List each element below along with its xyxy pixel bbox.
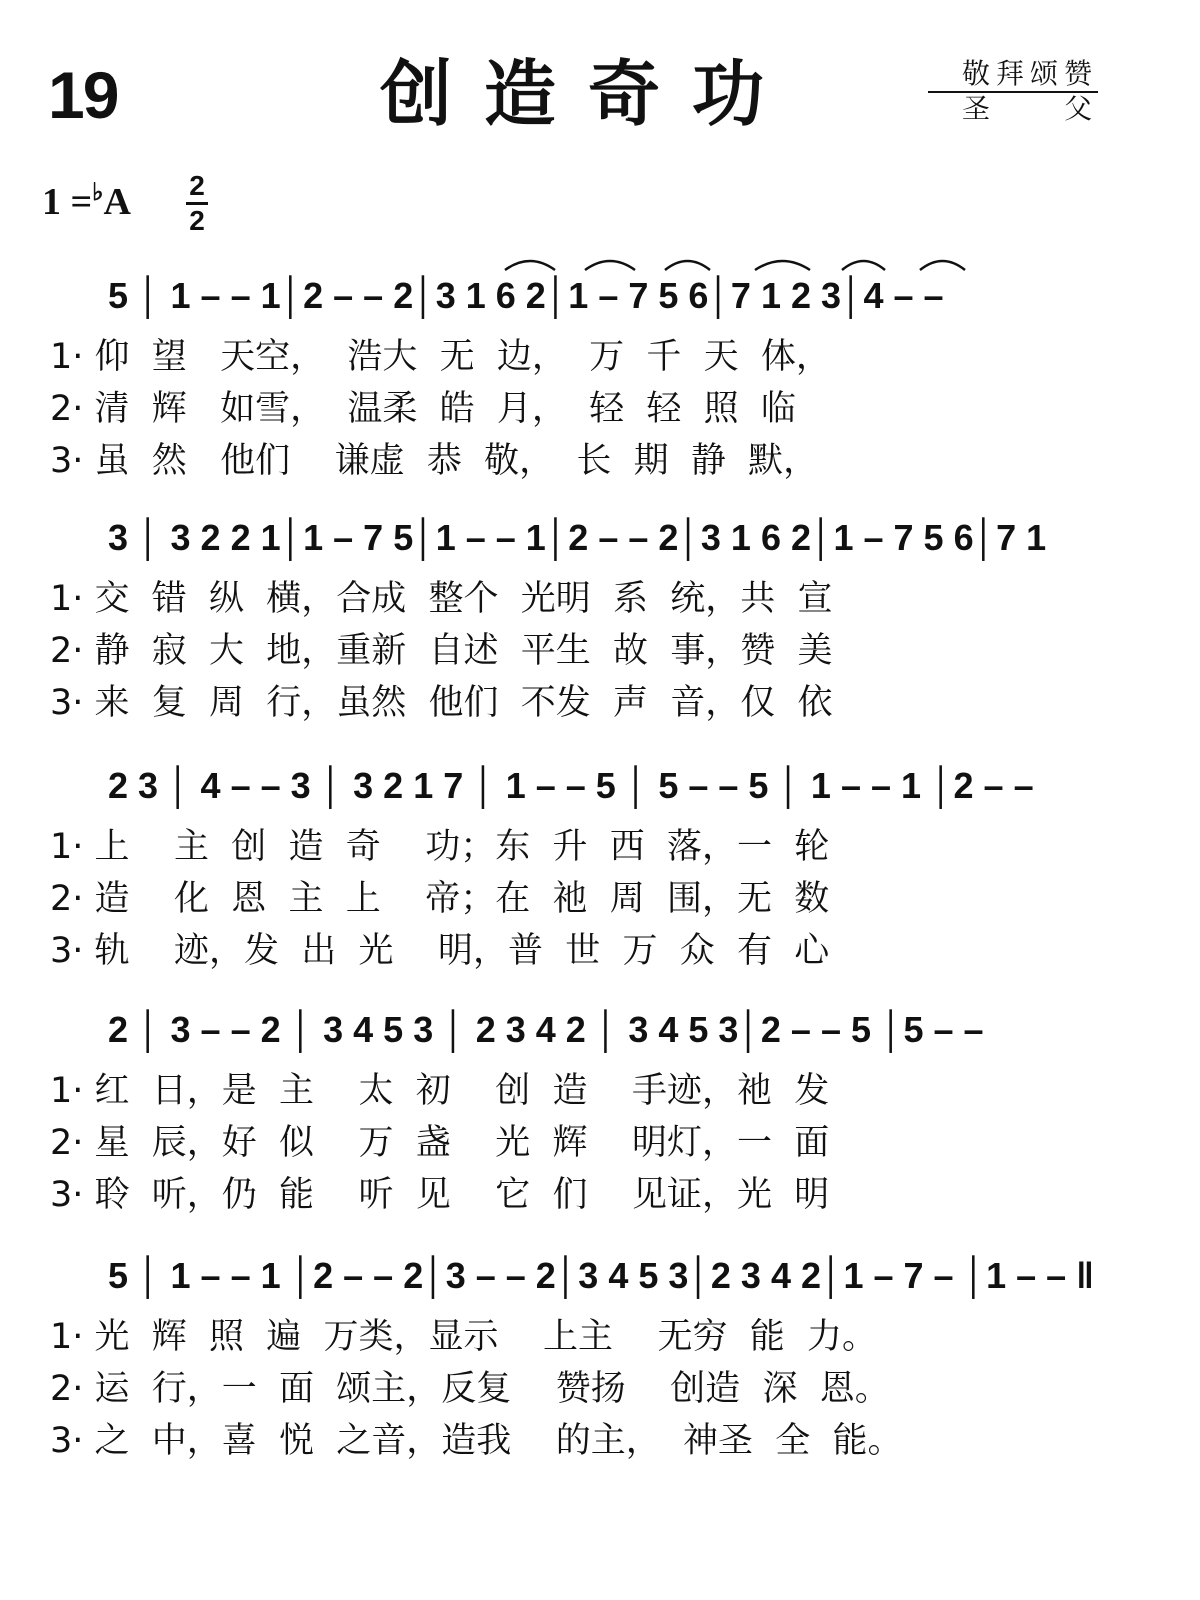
lyric-row-verse-1: 1· 仰 望 天空， 浩大 无 边， 万 千 天 体， <box>50 337 831 377</box>
notation-row: 5 │ 1 – – 1│2 – – 2│3 1 6 2│1 – 7 5 6│7 1 2 3│4 – – <box>108 275 944 316</box>
lyric-row-verse-2: 2· 清 辉 如雪， 温柔 皓 月， 轻 轻 照 临 <box>50 389 796 429</box>
slur-arc <box>920 261 965 270</box>
lyric-row-verse-1: 1· 上 主 创 造 奇 功；东 升 西 落，一 轮 <box>50 827 830 867</box>
lyric-row-verse-1: 1· 光 辉 照 遍 万类，显示 上主 无穷 能 力。 <box>50 1317 878 1357</box>
lyric-row-verse-3: 3· 来 复 周 行，虽然 他们 不发 声 音，仅 依 <box>50 683 833 723</box>
lyric-row-verse-1: 1· 交 错 纵 横，合成 整个 光明 系 统，共 宣 <box>50 579 833 619</box>
category-label: 敬拜颂赞 <box>928 58 1098 93</box>
lyric-row-verse-3: 3· 之 中，喜 悦 之音，造我 的主， 神圣 全 能。 <box>50 1421 903 1461</box>
notation-row: 5 │ 1 – – 1 │2 – – 2│3 – – 2│3 4 5 3│2 3 4 2│1 – 7 – │1 – – ‖ <box>108 1255 1095 1296</box>
notation-row: 2 3 │ 4 – – 3 │ 3 2 1 7 │ 1 – – 5 │ 5 – – 5 │ 1 – – 1 │2 – – <box>108 765 1034 806</box>
lyric-row-verse-2: 2· 静 寂 大 地，重新 自述 平生 故 事，赞 美 <box>50 631 833 671</box>
lyric-row-verse-3: 3· 聆 听，仍 能 听 见 它 们 见证，光 明 <box>50 1175 830 1215</box>
lyric-row-verse-2: 2· 造 化 恩 主 上 帝；在 祂 周 围，无 数 <box>50 879 830 919</box>
subcategory-label: 圣 父 <box>961 92 1098 126</box>
time-top: 2 <box>189 170 205 201</box>
lyric-row-verse-2: 2· 运 行，一 面 颂主，反复 赞扬 创造 深 恩。 <box>50 1369 890 1409</box>
time-bottom: 2 <box>189 205 205 236</box>
flat-sign: ♭ <box>92 180 104 206</box>
lyric-row-verse-1: 1· 红 日，是 主 太 初 创 造 手迹，祂 发 <box>50 1071 830 1111</box>
slur-arc <box>585 261 635 270</box>
slur-arc <box>505 261 555 270</box>
notation-row: 2 │ 3 – – 2 │ 3 4 5 3 │ 2 3 4 2 │ 3 4 5 3│2 – – 5 │5 – – <box>108 1009 984 1050</box>
key-tonic: A <box>103 181 131 223</box>
hymn-number: 19 <box>48 58 118 132</box>
hymn-title: 创造奇功 <box>380 52 797 136</box>
notation-row: 3 │ 3 2 2 1│1 – 7 5│1 – – 1│2 – – 2│3 1 6 2│1 – 7 5 6│7 1 <box>108 517 1047 558</box>
lyric-row-verse-3: 3· 轨 迹，发 出 光 明，普 世 万 众 有 心 <box>50 931 830 971</box>
lyric-row-verse-3: 3· 虽 然 他们 谦虚 恭 敬， 长 期 静 默， <box>50 441 819 481</box>
slur-arc <box>842 261 885 270</box>
lyric-row-verse-2: 2· 星 辰，好 似 万 盏 光 辉 明灯，一 面 <box>50 1123 830 1163</box>
slur-arc <box>665 261 710 270</box>
key-prefix: 1 = <box>42 181 93 223</box>
slur-arc <box>755 261 810 270</box>
